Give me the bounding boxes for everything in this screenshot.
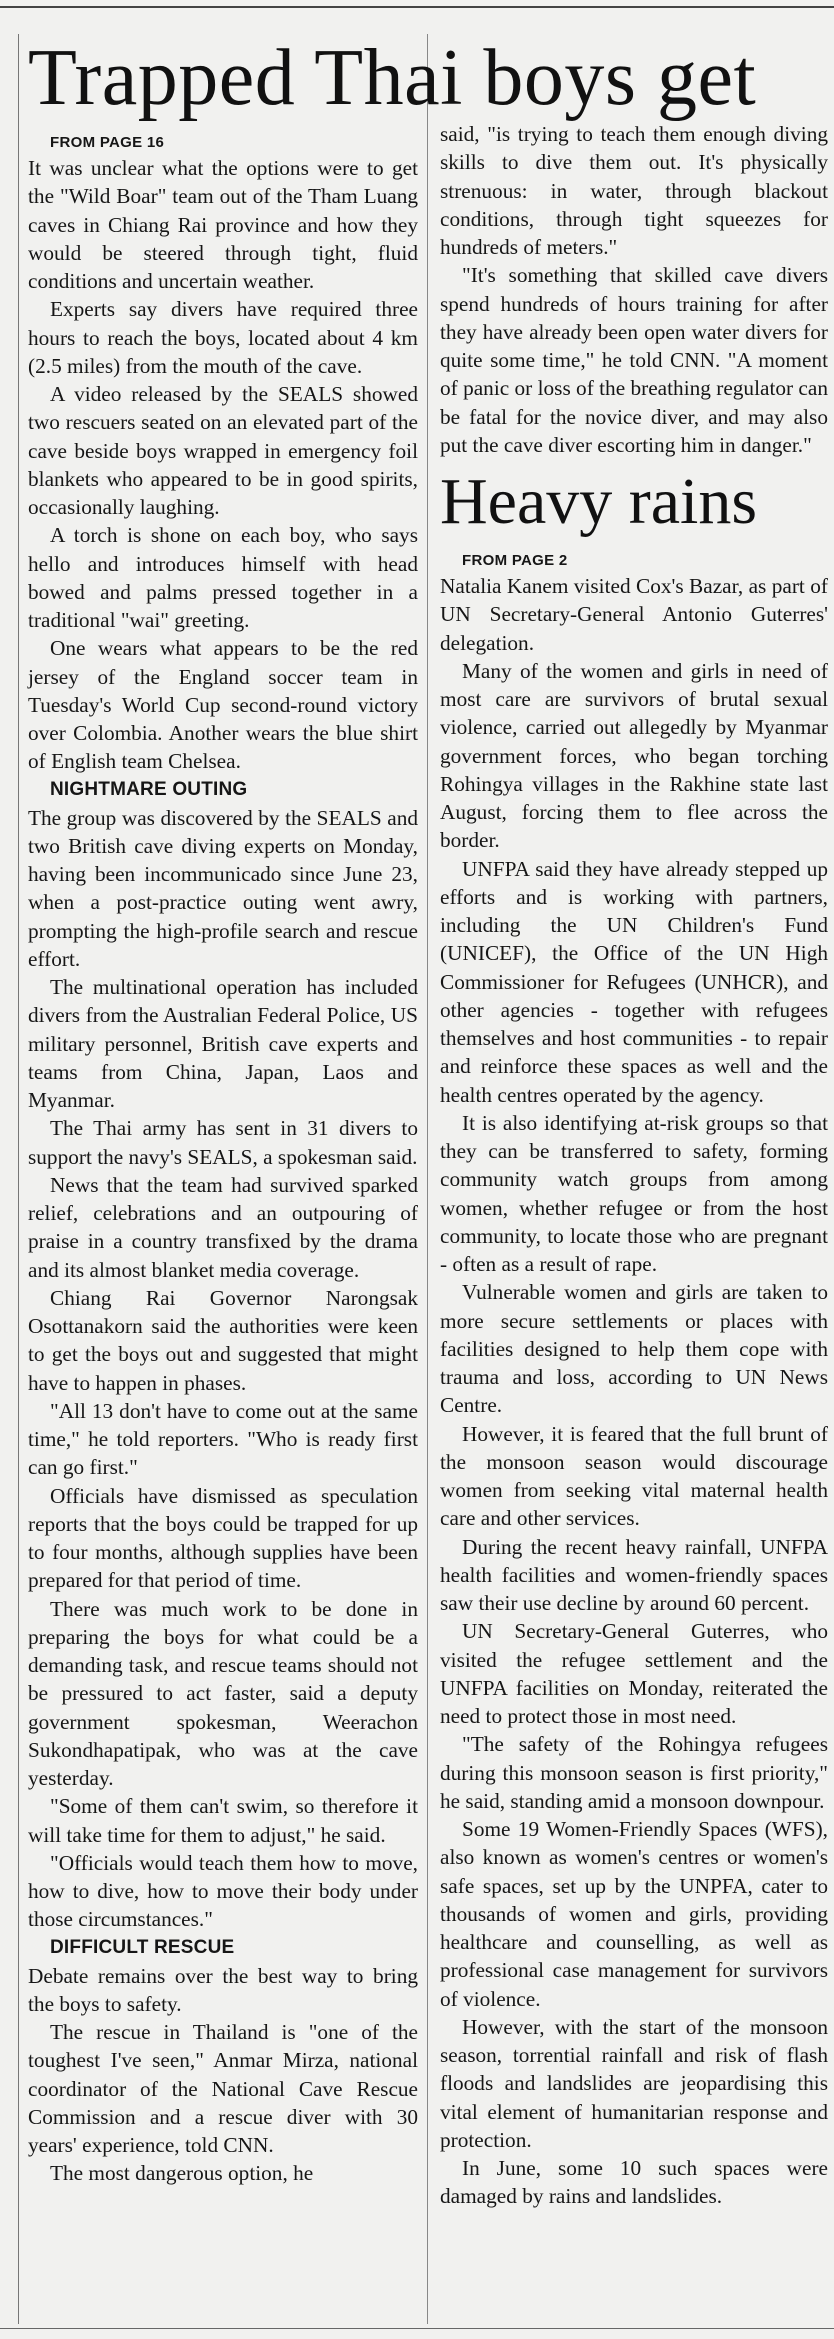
paragraph: During the recent heavy rainfall, UNFPA health facilities and women-friendly spaces saw their use decline by around 60 percent. [440,1534,828,1615]
paragraph: Natalia Kanem visited Cox's Bazar, as part of UN Secretary-General Antonio Guterres' delegation. [440,574,828,655]
paragraph: However, with the start of the monsoon season, torrential rainfall and risk of flash floods and landslides are jeopardising this vital element of humanitarian response and protection. [440,2014,828,2152]
story-2-column [440,550,828,2211]
paragraph: The rescue in Thailand is "one of the toughest I've seen," Anmar Mirza, national coordinator of the National Cave Rescue Commission and a rescue diver with 30 years' experience, told CNN. [28,2020,418,2157]
paragraph: Some 19 Women-Friendly Spaces (WFS), also known as women's centres or women's safe spaces, set up by the UNPFA, cater to thousands of women and girls, providing healthcare and counselling, as well as professional case management for survivors of violence. [440,1817,828,2011]
paragraph: The group was discovered by the SEALS and two British cave diving experts on Monday, having been incommunicado since June 23, when a post-practice outing went awry, prompting the high-profile search and rescue effort. [28,805,418,971]
paragraph: "Officials would teach them how to move, how to dive, how to move their body under those circumstances." [28,1850,418,1932]
paragraph: There was much work to be done in preparing the boys for what could be a demanding task, and rescue teams should not be pressured to act faster, said a deputy government spokesman, Weerachon Sukondhapatipak, who was at the cave yesterday. [28,1596,418,1790]
paragraph-split-left: The most dangerous option, he [50,2161,314,2186]
paragraph-split-right: said, "is trying to teach them enough diving skills to dive them out. It's physically strenuous: in water, through blackout conditions, through tight squeezes for hundreds of meters." [440,122,828,259]
story-1-column-right [440,120,828,459]
paragraph: "All 13 don't have to come out at the same time," he told reporters. "Who is ready first can go first." [28,1398,418,1480]
paragraph: A video released by the SEALS showed two rescuers seated on an elevated part of the cave beside boys wrapped in emergency foil blankets who appeared to be in good spirits, occasionally laughing. [28,382,418,519]
headline-trapped-thai-boys: Trapped Thai boys get [28,34,757,122]
story-1-column-left [28,132,418,2188]
paragraph: The Thai army has sent in 31 divers to support the navy's SEALS, a spokesman said. [28,1116,418,1169]
from-page-label: FROM PAGE 2 [462,552,568,569]
subhead-nightmare-outing: NIGHTMARE OUTING [50,778,248,800]
left-column-rule [18,34,19,2324]
paragraph: In June, some 10 such spaces were damaged by rains and landslides. [440,2156,828,2209]
paragraph: "Some of them can't swim, so therefore it will take time for them to adjust," he said. [28,1794,418,1847]
paragraph: One wears what appears to be the red jersey of the England soccer team in Tuesday's World Cup second-round victory over Colombia. Another wears the blue shirt of English team Chelsea. [28,636,418,774]
paragraph: It is also identifying at-risk groups so that they can be transferred to safety, forming community watch groups from among women, whether refugee or from the host community, to locate those who are pregnant - often as a result of rape. [440,1110,828,1276]
paragraph: Officials have dismissed as speculation reports that the boys could be trapped for up to four months, although supplies have been prepared for that period of time. [28,1483,418,1593]
paragraph: However, it is feared that the full brunt of the monsoon season would discourage women from seeking vital maternal health care and other services. [440,1421,828,1531]
paragraph: Debate remains over the best way to bring the boys to safety. [28,1963,418,2016]
paragraph: It was unclear what the options were to get the "Wild Boar" team out of the Tham Luang caves in Chiang Rai province and how they would be steered through tight, fluid conditions and uncertain weather. [28,156,418,293]
paragraph: Chiang Rai Governor Narongsak Osottanakorn said the authorities were keen to get the boys out and suggested that might have to happen in phases. [28,1285,418,1395]
paragraph: The multinational operation has included divers from the Australian Federal Police, US military personnel, British cave experts and teams from China, Japan, Laos and Myanmar. [28,975,418,1112]
top-rule [0,6,834,8]
column-divider [427,34,428,2324]
paragraph: Vulnerable women and girls are taken to more secure settlements or places with facilities designed to help them cope with trauma and loss, according to UN News Centre. [440,1280,828,1418]
paragraph: "The safety of the Rohingya refugees during this monsoon season is first priority," he said, standing amid a monsoon downpour. [440,1732,828,1813]
bottom-rule [0,2328,834,2329]
paragraph: News that the team had survived sparked relief, celebrations and an outpouring of praise in a country transfixed by the drama and its almost blanket media coverage. [28,1172,418,1282]
subhead-difficult-rescue: DIFFICULT RESCUE [50,1936,235,1958]
paragraph: Experts say divers have required three hours to reach the boys, located about 4 km (2.5 miles) from the mouth of the cave. [28,297,418,378]
headline-heavy-rains: Heavy rains [440,465,758,538]
paragraph: UN Secretary-General Guterres, who visited the refugee settlement and the UNFPA facilities on Monday, reiterated the need to protect those in most need. [440,1619,828,1728]
paragraph: "It's something that skilled cave divers spend hundreds of hours training for after they have already been open water divers for quite some time," he told CNN. "A moment of panic or loss of the breathing regulator can be fatal for the novice diver, and may also put the cave diver escorting him in danger." [440,263,828,457]
paragraph: Many of the women and girls in need of most care are survivors of brutal sexual violence, carried out allegedly by Myanmar government forces, who began torching Rohingya villages in the Rakhine state last August, forcing them to flee across the border. [440,658,828,853]
paragraph: UNFPA said they have already stepped up efforts and is working with partners, including the UN Children's Fund (UNICEF), the Office of the UN High Commissioner for Refugees (UNHCR), and other agencies - together with refugees themselves and host communities - to repair and reinforce these spaces as well and the health centres operated by the agency. [440,856,828,1107]
from-page-label: FROM PAGE 16 [50,134,165,151]
paragraph: A torch is shone on each boy, who says hello and introduces himself with head bowed and palms pressed together in a traditional "wai" greeting. [28,523,418,632]
